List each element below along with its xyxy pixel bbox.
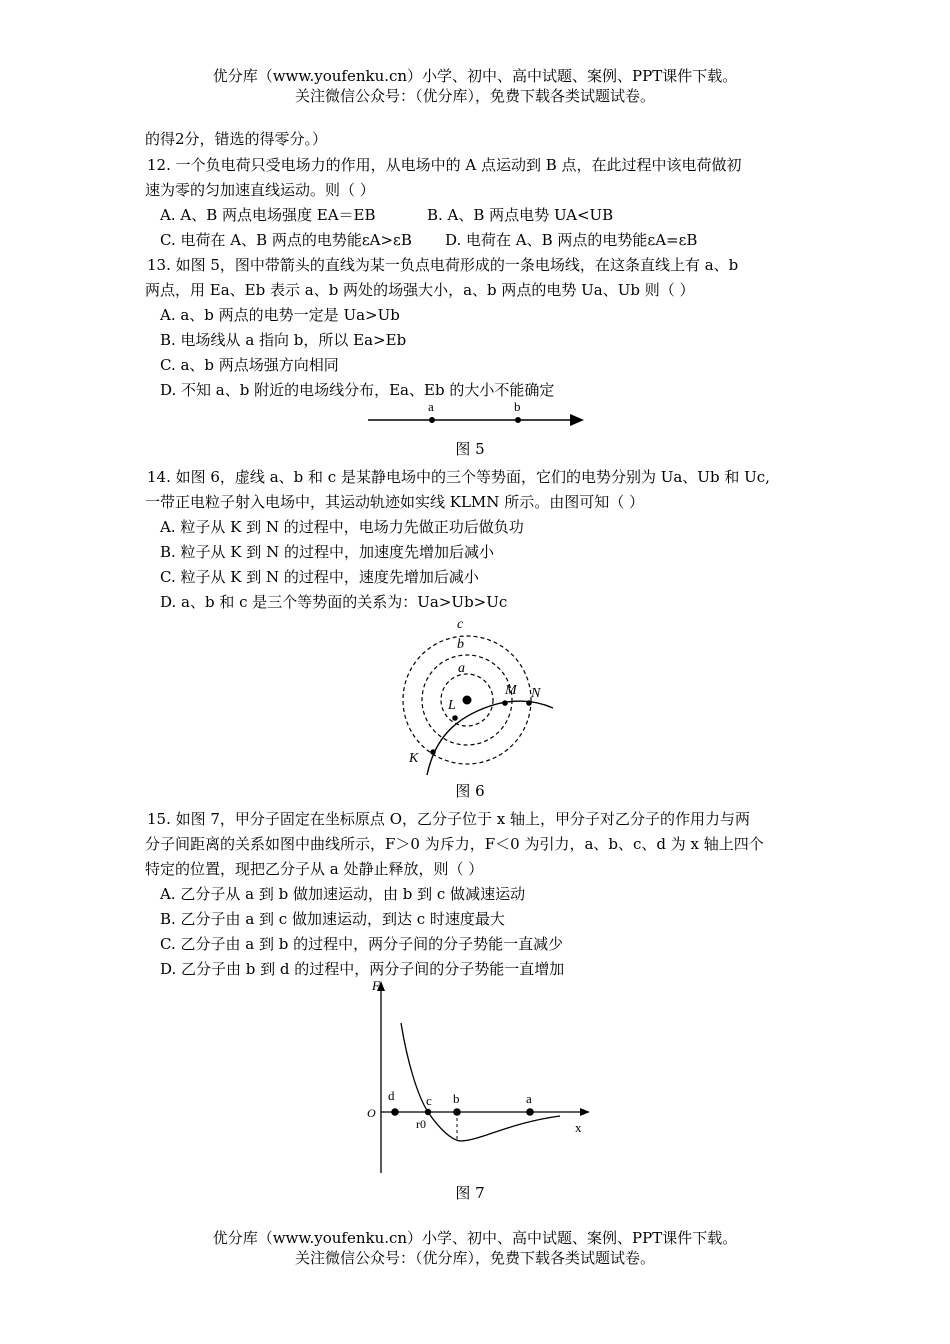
label-x: x	[575, 1120, 582, 1135]
q14-option-b: B. 粒子从 K 到 N 的过程中，加速度先增加后减小	[160, 543, 494, 561]
page-header-line2: 关注微信公众号：（优分库），免费下载各类试题试卷。	[294, 87, 655, 105]
point-b	[453, 1108, 461, 1116]
point-d	[391, 1108, 399, 1116]
x-axis-arrow-icon	[580, 1108, 590, 1116]
q15-option-d: D. 乙分子由 b 到 d 的过程中，两分子间的分子势能一直增加	[160, 960, 565, 978]
q13-option-c: C. a、b 两点场强方向相同	[160, 356, 339, 374]
q12-stem-line2: 速为零的匀加速直线运动。则（ ）	[145, 181, 375, 199]
q15-stem-line2: 分子间距离的关系如图中曲线所示，F＞0 为斥力，F＜0 为引力，a、b、c、d 为 x 轴上四个	[145, 835, 764, 853]
label-b: b	[514, 399, 521, 414]
page-footer-line2: 关注微信公众号：（优分库），免费下载各类试题试卷。	[294, 1249, 655, 1267]
q14-stem-line1: 14. 如图 6，虚线 a、b 和 c 是某静电场中的三个等势面，它们的电势分别为 Ua、Ub 和 Uc,	[147, 468, 770, 486]
point-K	[430, 749, 436, 755]
figure-5-caption: 图 5	[455, 440, 485, 458]
page-header-line1: 优分库（www.youfenku.cn）小学、初中、高中试题、案例、PPT课件下载。	[212, 67, 738, 85]
q12-option-b: B. A、B 两点电势 UA<UB	[427, 206, 614, 224]
figure-7-caption: 图 7	[455, 1184, 485, 1202]
label-F: F	[372, 978, 380, 993]
q14-option-a: A. 粒子从 K 到 N 的过程中，电场力先做正功后做负功	[160, 518, 524, 536]
q14-stem-line2: 一带正电粒子射入电场中，其运动轨迹如实线 KLMN 所示。由图可知（ ）	[145, 493, 644, 511]
figure-6-caption: 图 6	[455, 782, 485, 800]
q12-option-a: A. A、B 两点电场强度 EA＝EB	[160, 206, 376, 224]
q13-stem-line2: 两点，用 Ea、Eb 表示 a、b 两处的场强大小，a、b 两点的电势 Ua、Ub 则（ ）	[145, 281, 695, 299]
label-b: b	[457, 637, 464, 652]
label-b: b	[453, 1091, 460, 1106]
point-N	[526, 700, 532, 706]
q15-option-a: A. 乙分子从 a 到 b 做加速运动，由 b 到 c 做减速运动	[160, 885, 526, 903]
q15-option-c: C. 乙分子由 a 到 b 的过程中，两分子间的分子势能一直减少	[160, 935, 564, 953]
label-M: M	[505, 683, 517, 698]
label-O: O	[367, 1106, 376, 1120]
label-d: d	[388, 1088, 395, 1103]
figure-7	[360, 975, 600, 1180]
label-c: c	[457, 617, 464, 632]
q14-option-c: C. 粒子从 K 到 N 的过程中，速度先增加后减小	[160, 568, 479, 586]
q12-option-c: C. 电荷在 A、B 两点的电势能εA>εB	[160, 231, 412, 249]
label-L: L	[448, 698, 456, 713]
q15-option-b: B. 乙分子由 a 到 c 做加速运动，到达 c 时速度最大	[160, 910, 505, 928]
intro-text: 的得2分，错选的得零分。）	[145, 130, 328, 148]
q13-option-b: B. 电场线从 a 指向 b，所以 Ea>Eb	[160, 331, 407, 349]
trajectory-klmn	[427, 701, 553, 775]
q12-option-d: D. 电荷在 A、B 两点的电势能εA=εB	[445, 231, 698, 249]
arrow-head-icon	[570, 414, 584, 426]
label-K: K	[409, 751, 419, 766]
q15-stem-line1: 15. 如图 7，甲分子固定在坐标原点 O，乙分子位于 x 轴上，甲分子对乙分子的作用力与两	[147, 810, 750, 828]
center-charge	[463, 696, 472, 705]
q13-option-d: D. 不知 a、b 附近的电场线分布，Ea、Eb 的大小不能确定	[160, 381, 555, 399]
point-L	[452, 715, 458, 721]
q13-stem-line1: 13. 如图 5，图中带箭头的直线为某一负点电荷形成的一条电场线，在这条直线上有 a、b	[147, 256, 739, 274]
label-a: a	[458, 661, 465, 676]
q12-stem-line1: 12. 一个负电荷只受电场力的作用，从电场中的 A 点运动到 B 点，在此过程中该电荷做初	[147, 156, 742, 174]
label-c: c	[426, 1093, 432, 1108]
label-a: a	[428, 399, 434, 414]
label-N: N	[531, 686, 541, 701]
point-b	[515, 417, 521, 423]
figure-6	[395, 610, 565, 780]
figure-5	[360, 396, 590, 432]
label-r0: r0	[416, 1117, 426, 1131]
q13-option-a: A. a、b 两点的电势一定是 Ua>Ub	[160, 306, 400, 324]
point-M	[502, 700, 508, 706]
q14-option-d: D. a、b 和 c 是三个等势面的关系为：Ua>Ub>Uc	[160, 593, 508, 611]
point-a	[429, 417, 435, 423]
point-a	[526, 1108, 534, 1116]
label-a: a	[526, 1091, 532, 1106]
page-footer-line1: 优分库（www.youfenku.cn）小学、初中、高中试题、案例、PPT课件下载。	[212, 1229, 738, 1247]
q15-stem-line3: 特定的位置，现把乙分子从 a 处静止释放，则（ ）	[145, 860, 484, 878]
point-c	[425, 1109, 431, 1115]
